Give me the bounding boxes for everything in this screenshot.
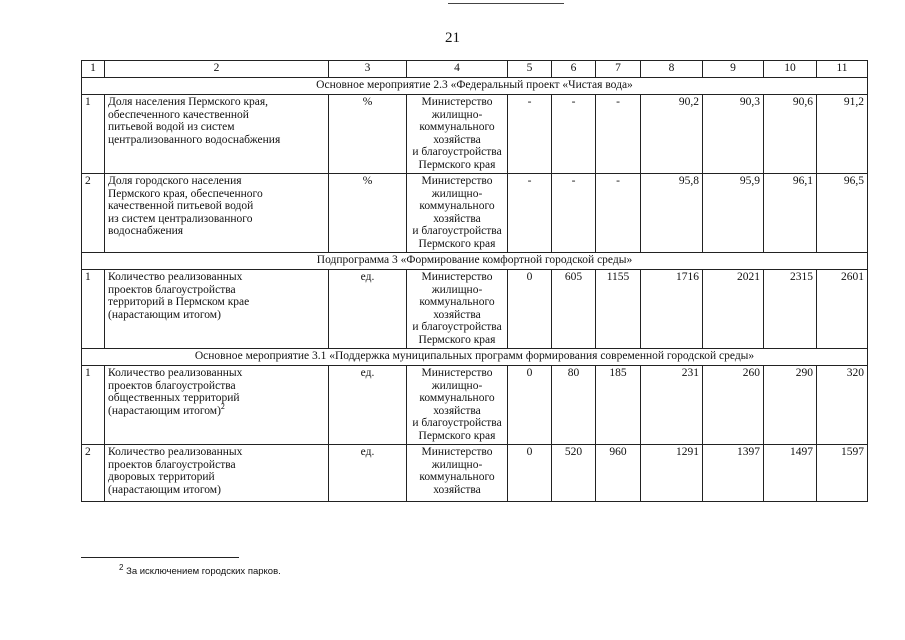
header-cell: 9 <box>703 61 764 78</box>
value-11: 91,2 <box>817 95 868 174</box>
table-header-row <box>82 61 868 78</box>
value-11: 2601 <box>817 270 868 349</box>
indicator-name: Количество реализованных проектов благоустройства дворовых территорий (нарастающим итогом) <box>105 445 329 502</box>
value-6: - <box>552 95 596 174</box>
value-7: - <box>596 95 641 174</box>
value-7: - <box>596 174 641 253</box>
table-row <box>82 445 868 502</box>
indicator-name: Доля населения Пермского края, обеспеченного качественной питьевой водой из систем централизованного водоснабжения <box>105 95 329 174</box>
value-6: 80 <box>552 366 596 445</box>
responsible: Министерство жилищно- коммунального хозяйства и благоустройства Пермского края <box>407 366 508 445</box>
footnote-reference: 2 <box>220 401 225 411</box>
header-cell: 2 <box>105 61 329 78</box>
value-8: 231 <box>641 366 703 445</box>
page-number: 21 <box>445 30 460 46</box>
responsible: Министерство жилищно- коммунального хозяйства <box>407 445 508 502</box>
value-9: 2021 <box>703 270 764 349</box>
value-10: 90,6 <box>764 95 817 174</box>
header-cell: 1 <box>82 61 105 78</box>
section-row <box>82 78 868 95</box>
section-row <box>82 349 868 366</box>
value-9: 1397 <box>703 445 764 502</box>
header-cell: 7 <box>596 61 641 78</box>
responsible: Министерство жилищно- коммунального хозяйства и благоустройства Пермского края <box>407 95 508 174</box>
responsible: Министерство жилищно- коммунального хозяйства и благоустройства Пермского края <box>407 174 508 253</box>
value-5: - <box>508 174 552 253</box>
section-title: Подпрограмма 3 «Формирование комфортной городской среды» <box>82 253 868 270</box>
value-8: 90,2 <box>641 95 703 174</box>
header-cell: 11 <box>817 61 868 78</box>
footnote <box>119 562 281 577</box>
header-cell: 8 <box>641 61 703 78</box>
row-number: 1 <box>82 270 105 349</box>
row-number: 2 <box>82 174 105 253</box>
unit: ед. <box>329 270 407 349</box>
unit: ед. <box>329 445 407 502</box>
value-5: 0 <box>508 445 552 502</box>
value-5: 0 <box>508 270 552 349</box>
unit: % <box>329 174 407 253</box>
value-10: 96,1 <box>764 174 817 253</box>
top-rule <box>448 3 564 4</box>
indicator-name: Количество реализованных проектов благоустройства территорий в Пермском крае (нарастающим итогом) <box>105 270 329 349</box>
value-10: 290 <box>764 366 817 445</box>
indicators-table <box>81 60 868 502</box>
value-5: 0 <box>508 366 552 445</box>
table-row <box>82 366 868 445</box>
section-title: Основное мероприятие 2.3 «Федеральный проект «Чистая вода» <box>82 78 868 95</box>
header-cell: 4 <box>407 61 508 78</box>
value-8: 1291 <box>641 445 703 502</box>
responsible: Министерство жилищно- коммунального хозяйства и благоустройства Пермского края <box>407 270 508 349</box>
header-cell: 6 <box>552 61 596 78</box>
value-8: 1716 <box>641 270 703 349</box>
row-number: 1 <box>82 366 105 445</box>
value-6: 605 <box>552 270 596 349</box>
section-title: Основное мероприятие 3.1 «Поддержка муниципальных программ формирования современной городской среды» <box>82 349 868 366</box>
indicator-name <box>105 366 329 445</box>
value-9: 95,9 <box>703 174 764 253</box>
value-9: 260 <box>703 366 764 445</box>
header-cell: 3 <box>329 61 407 78</box>
unit: ед. <box>329 366 407 445</box>
footnote-mark: 2 <box>119 562 124 572</box>
header-cell: 5 <box>508 61 552 78</box>
value-9: 90,3 <box>703 95 764 174</box>
unit: % <box>329 95 407 174</box>
footnote-rule <box>81 557 239 558</box>
row-number: 1 <box>82 95 105 174</box>
value-5: - <box>508 95 552 174</box>
value-11: 320 <box>817 366 868 445</box>
row-number: 2 <box>82 445 105 502</box>
indicator-name: Доля городского населения Пермского края, обеспеченного качественной питьевой водой из систем централизованного водоснабжения <box>105 174 329 253</box>
value-7: 1155 <box>596 270 641 349</box>
value-11: 1597 <box>817 445 868 502</box>
table-row <box>82 270 868 349</box>
value-11: 96,5 <box>817 174 868 253</box>
value-6: 520 <box>552 445 596 502</box>
value-10: 2315 <box>764 270 817 349</box>
table-row <box>82 95 868 174</box>
value-10: 1497 <box>764 445 817 502</box>
header-cell: 10 <box>764 61 817 78</box>
value-6: - <box>552 174 596 253</box>
value-7: 960 <box>596 445 641 502</box>
indicator-name-text: Количество реализованных проектов благоустройства общественных территорий (нарастающим итогом) <box>108 367 243 417</box>
table-row <box>82 174 868 253</box>
value-8: 95,8 <box>641 174 703 253</box>
footnote-text: За исключением городских парков. <box>126 566 281 577</box>
value-7: 185 <box>596 366 641 445</box>
section-row <box>82 253 868 270</box>
